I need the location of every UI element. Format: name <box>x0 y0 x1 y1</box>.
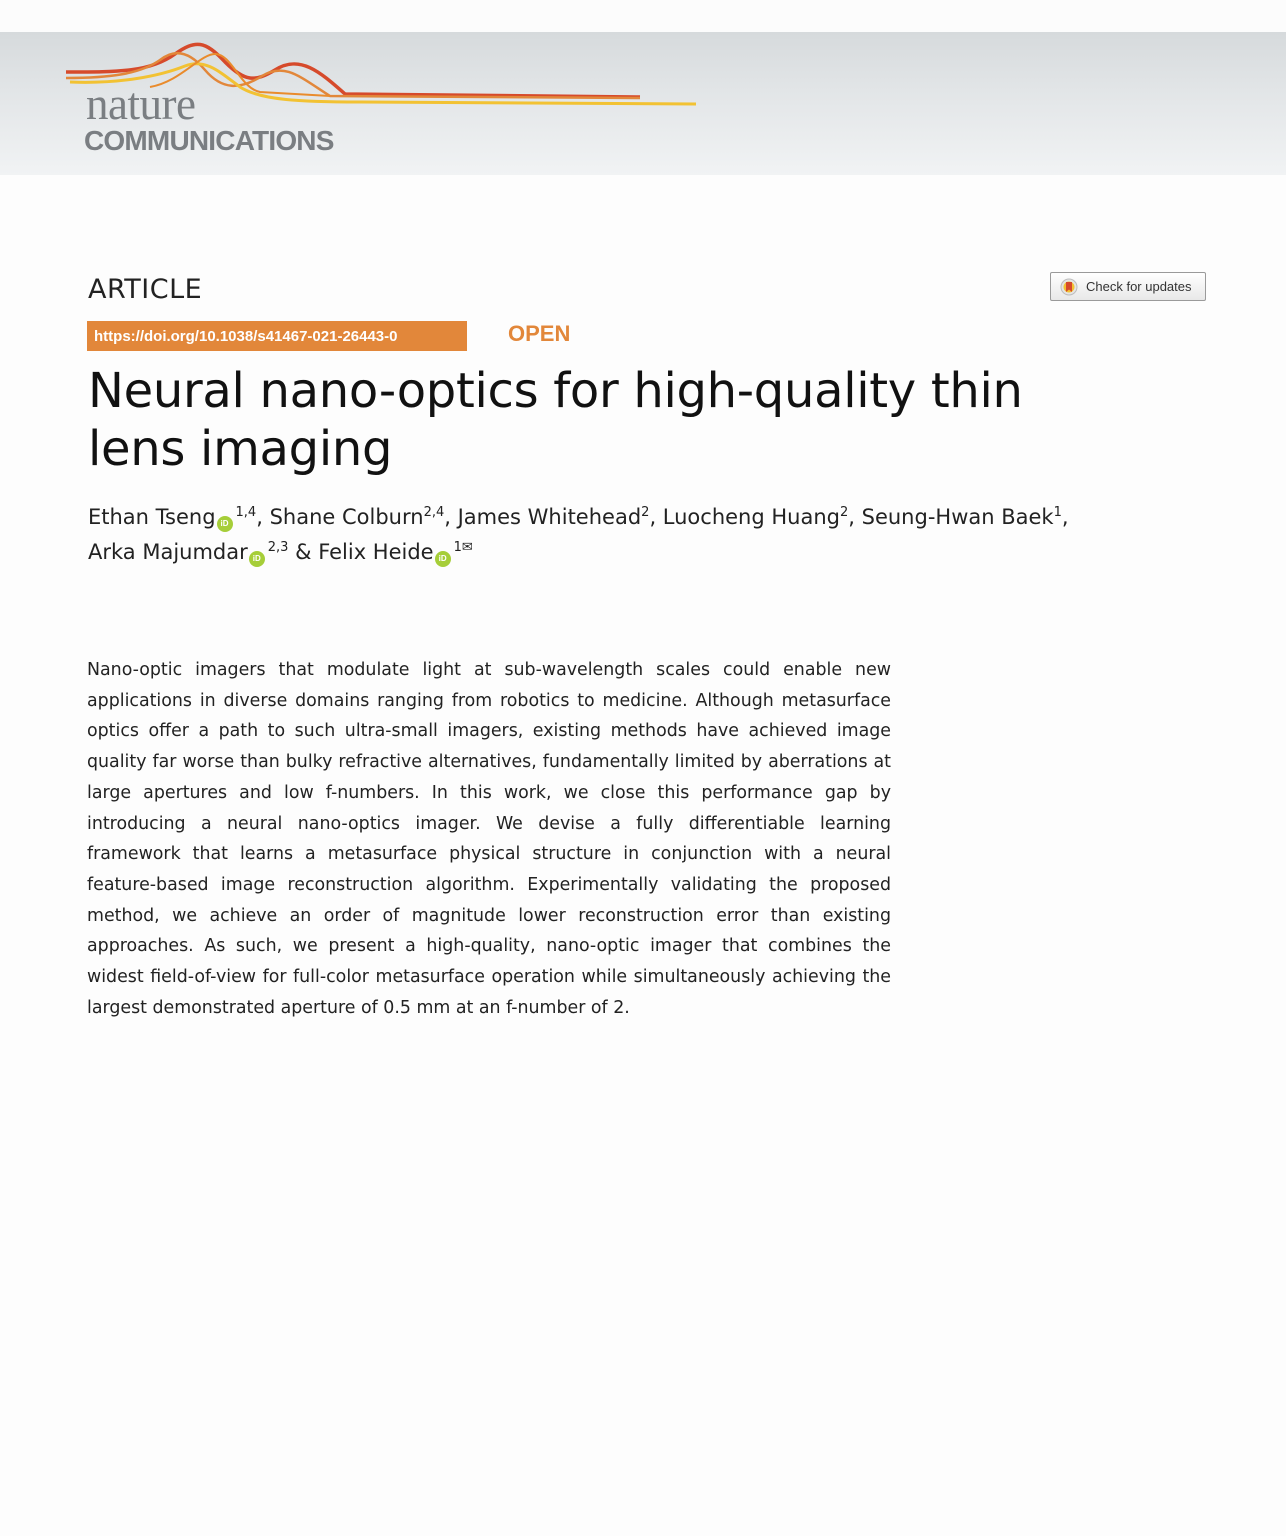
check-for-updates-button[interactable] <box>1050 272 1206 301</box>
author-name[interactable]: Shane Colburn <box>269 505 424 529</box>
journal-logo-communications: COMMUNICATIONS <box>84 125 334 156</box>
author-affiliation: 2 <box>839 505 849 520</box>
author-name[interactable]: James Whitehead <box>457 505 642 529</box>
doi-link[interactable]: https://doi.org/10.1038/s41467-021-26443-0 <box>87 321 467 351</box>
author-affiliation: 2,4 <box>423 505 445 520</box>
open-access-label: OPEN <box>508 321 571 346</box>
author-name[interactable]: Ethan Tseng <box>88 505 216 529</box>
orcid-icon[interactable]: iD <box>249 551 265 567</box>
orcid-icon[interactable]: iD <box>217 516 233 532</box>
article-type-label: ARTICLE <box>88 274 203 305</box>
journal-logo-nature: nature <box>86 79 196 129</box>
author-affiliation: 2,3 <box>267 540 289 555</box>
journal-banner <box>0 32 1286 175</box>
author-affiliation: 2 <box>641 505 650 520</box>
crossmark-icon <box>1060 278 1078 296</box>
article-title: Neural nano-optics for high-quality thin lens imaging <box>88 363 1023 477</box>
author-name[interactable]: Felix Heide <box>318 540 434 564</box>
orcid-icon[interactable]: iD <box>435 551 451 567</box>
author-affiliation: 1✉ <box>453 540 473 555</box>
author-affiliation: 1,4 <box>235 505 257 520</box>
author-name[interactable]: Arka Majumdar <box>88 540 248 564</box>
abstract: Nano-optic imagers that modulate light at sub-wavelength scales could enable new applications in diverse domains ranging from robotics to medicine. Although metasurface optics offer a path to such ultra-small imagers, existing methods have achieved image quality far worse than bulky refractive alternatives, fundamentally limited by aberrations at large apertures and low f-numbers. In this work, we close this performance gap by introducing a neural nano-optics imager. We devise a fully differentiable learning framework that learns a metasurface physical structure in conjunction with a neural feature-based image reconstruction algorithm. Experimentally validating the proposed method, we achieve an order of magnitude lower reconstruction error than existing approaches. As such, we present a high-quality, nano-optic imager that combines the widest field-of-view for full-color metasurface operation while simultaneously achieving the largest demonstrated aperture of 0.5 mm at an f-number of 2. <box>87 660 891 1018</box>
author-list: Ethan Tseng iD$^{1,4}$, Shane Colburn$^{2,4}$, James Whitehead$^2$, Luocheng Huang$^2$, Seung-Hwan Baek$^1$, Arka Majumdar iD$^{2,3}$ & Felix Heide $iD^{1✉}$ <box>88 500 1088 570</box>
check-for-updates-label: Check for updates <box>1086 279 1192 294</box>
top-strip <box>0 0 1286 32</box>
author-affiliation: 1 <box>1053 505 1062 520</box>
author-name[interactable]: Luocheng Huang <box>662 505 840 529</box>
author-name[interactable]: Seung-Hwan Baek <box>861 505 1054 529</box>
